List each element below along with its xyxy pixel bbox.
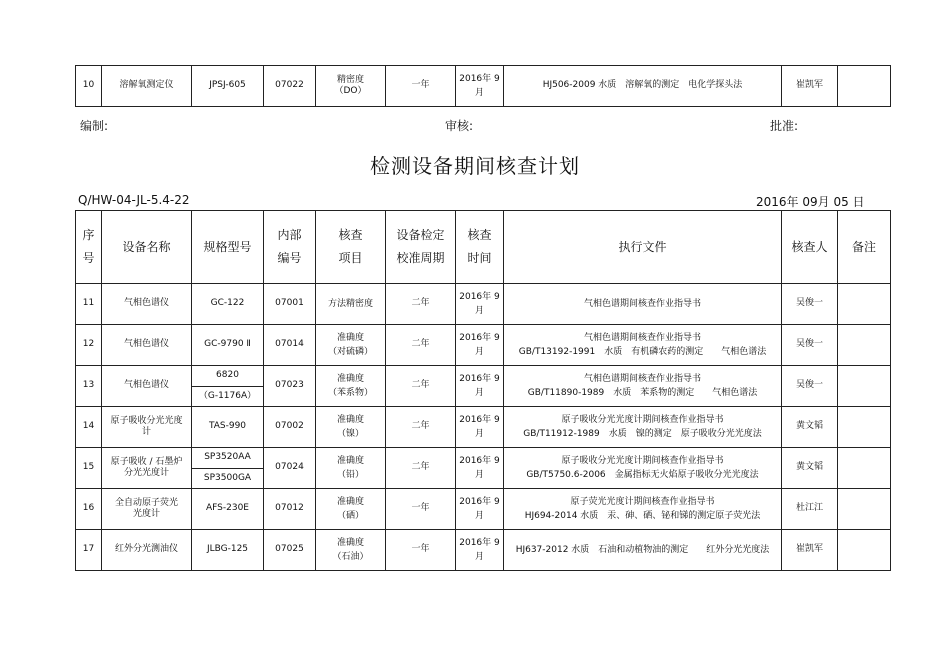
header-time: [456, 211, 504, 284]
calibration-period: 一年: [386, 530, 456, 571]
row-no: 10: [76, 66, 102, 107]
remarks: [838, 489, 891, 530]
equipment-name-line: 气相色谱仪: [123, 298, 169, 309]
execution-document-line: HJ637-2012 水质 石油和动植物油的测定 红外分光光度法: [515, 544, 770, 555]
check-time: [456, 448, 504, 489]
calibration-period: 二年: [386, 448, 456, 489]
check-item: [316, 489, 386, 530]
check-time-line: 月: [474, 388, 484, 398]
model: [192, 366, 264, 407]
check-time: [456, 407, 504, 448]
execution-document: [504, 284, 782, 325]
table-row: [76, 448, 891, 489]
check-item-line: （硒）: [336, 511, 364, 521]
row-no: 17: [76, 530, 102, 571]
check-time: [456, 284, 504, 325]
check-time-line: 月: [474, 88, 484, 98]
check-item: [316, 366, 386, 407]
remarks: [838, 407, 891, 448]
calibration-period: 二年: [386, 284, 456, 325]
header-model: 规格型号: [192, 211, 264, 284]
remarks: [838, 530, 891, 571]
previous-page-table: [75, 65, 891, 107]
row-no: 16: [76, 489, 102, 530]
check-time-line: 2016年 9: [459, 73, 500, 84]
calibration-period: 二年: [386, 325, 456, 366]
check-time-line: 2016年 9: [459, 537, 500, 548]
header-docs: 执行文件: [504, 211, 782, 284]
header-no: [76, 211, 102, 284]
calibration-period: 二年: [386, 366, 456, 407]
model-line: TAS-990: [208, 421, 247, 432]
plan-table: [75, 210, 891, 571]
check-time: [456, 366, 504, 407]
check-item-line: 准确度: [336, 455, 364, 466]
equipment-name-line: 光度计: [132, 509, 160, 519]
check-time-line: 月: [474, 552, 484, 562]
header-item-line: 项目: [338, 251, 363, 265]
equipment-name: 溶解氧测定仪: [102, 66, 192, 107]
model-line: SP3520AA: [192, 448, 263, 468]
internal-code: 07022: [264, 66, 316, 107]
check-item: [316, 325, 386, 366]
header-no-line: 序: [82, 228, 95, 242]
execution-document: [504, 489, 782, 530]
row-no: 15: [76, 448, 102, 489]
execution-document-line: 气相色谱期间核查作业指导书: [583, 373, 701, 384]
check-item-line: 准确度: [336, 373, 364, 384]
model-line: AFS-230E: [205, 503, 249, 514]
execution-document: [504, 448, 782, 489]
model-line: SP3500GA: [203, 472, 252, 483]
check-item: [316, 66, 386, 107]
model-line: （G-1176A）: [198, 390, 257, 401]
reviewer-label: 审核:: [445, 119, 474, 133]
execution-document-line: GB/T11890-1989 水质 苯系物的测定 气相色谱法: [527, 388, 758, 398]
check-time-line: 2016年 9: [459, 496, 500, 507]
row-no: 12: [76, 325, 102, 366]
model-line: GC-122: [210, 298, 245, 309]
internal-code: 07025: [264, 530, 316, 571]
equipment-name-line: 原子吸收分光光度: [110, 415, 183, 426]
header-name: 设备名称: [102, 211, 192, 284]
check-time: [456, 530, 504, 571]
check-time-line: 2016年 9: [459, 291, 500, 302]
check-item-line: （对硫磷）: [327, 347, 373, 357]
check-time-line: 月: [474, 470, 484, 480]
approver-label: 批准:: [770, 119, 799, 133]
execution-document-line: GB/T11912-1989 水质 镍的测定 原子吸收分光光度法: [523, 429, 762, 439]
calibration-period: 二年: [386, 407, 456, 448]
check-item-line: 准确度: [336, 537, 364, 548]
equipment-name-line: 全自动原子荧光: [114, 497, 178, 508]
equipment-name-line: 气相色谱仪: [123, 380, 169, 391]
model: [192, 407, 264, 448]
equipment-name: [102, 366, 192, 407]
equipment-name-line: 计: [141, 427, 151, 437]
row-no: 14: [76, 407, 102, 448]
equipment-name: [102, 407, 192, 448]
execution-document: [504, 407, 782, 448]
execution-document: [504, 325, 782, 366]
header-code: [264, 211, 316, 284]
remarks: [838, 284, 891, 325]
calibration-period: 一年: [386, 66, 456, 107]
model: [192, 448, 264, 489]
equipment-name: [102, 325, 192, 366]
equipment-name: [102, 448, 192, 489]
check-time: [456, 489, 504, 530]
header-row: [76, 211, 891, 284]
header-no-line: 号: [82, 251, 95, 265]
inspector: 崔凯军: [782, 66, 838, 107]
execution-document-line: GB/T13192-1991 水质 有机磷农药的测定 气相色谱法: [518, 347, 767, 357]
check-time-line: 月: [474, 306, 484, 316]
check-time-line: 月: [474, 347, 484, 357]
header-code-line: 内部: [277, 228, 302, 242]
internal-code: 07014: [264, 325, 316, 366]
calibration-period: 一年: [386, 489, 456, 530]
header-period-line: 设备检定: [396, 228, 445, 242]
remarks: [838, 448, 891, 489]
execution-document-line: 气相色谱期间核查作业指导书: [583, 298, 701, 309]
check-time-line: 2016年 9: [459, 414, 500, 425]
equipment-name-line: 原子吸收 / 石墨炉: [110, 456, 183, 467]
check-item-line: （镍）: [336, 429, 364, 439]
check-item: [316, 284, 386, 325]
check-item-line: 准确度: [336, 496, 364, 507]
execution-document-line: 气相色谱期间核查作业指导书: [583, 332, 701, 343]
header-item: [316, 211, 386, 284]
editor-label: 编制:: [80, 119, 109, 133]
row-no: 13: [76, 366, 102, 407]
internal-code: 07002: [264, 407, 316, 448]
equipment-name: [102, 530, 192, 571]
internal-code: 07001: [264, 284, 316, 325]
check-item-line: 精密度: [336, 74, 364, 85]
internal-code: 07024: [264, 448, 316, 489]
header-time-line: 核查: [467, 228, 492, 242]
remarks: [838, 66, 891, 107]
inspector: 黄文韬: [782, 448, 838, 489]
inspector: 吴俊一: [782, 325, 838, 366]
inspector: 崔凯军: [782, 530, 838, 571]
header-code-line: 编号: [277, 251, 302, 265]
header-note: 备注: [838, 211, 891, 284]
check-item: [316, 407, 386, 448]
equipment-name-line: 气相色谱仪: [123, 339, 169, 350]
table-row: [76, 489, 891, 530]
model: [192, 530, 264, 571]
check-time: [456, 66, 504, 107]
model: [192, 325, 264, 366]
table-row: [76, 530, 891, 571]
check-item-line: （铅）: [336, 470, 364, 480]
table-row: [76, 366, 891, 407]
inspector: 吴俊一: [782, 366, 838, 407]
check-time-line: 2016年 9: [459, 373, 500, 384]
remarks: [838, 325, 891, 366]
model-line: JLBG-125: [206, 544, 249, 555]
check-item: [316, 448, 386, 489]
execution-document-line: 原子吸收分光光度计期间核查作业指导书: [561, 414, 724, 425]
check-item-line: 准确度: [336, 414, 364, 425]
remarks: [838, 366, 891, 407]
header-person: 核查人: [782, 211, 838, 284]
table-row: [76, 325, 891, 366]
check-item-line: （苯系物）: [327, 388, 373, 398]
execution-document-line: 原子吸收分光光度计期间核查作业指导书: [561, 455, 724, 466]
check-item: [316, 530, 386, 571]
execution-document-line: 原子荧光光度计期间核查作业指导书: [570, 496, 715, 507]
inspector: 黄文韬: [782, 407, 838, 448]
execution-document-line: HJ694-2014 水质 汞、砷、硒、铋和锑的测定原子荧光法: [524, 511, 761, 521]
table-row: [76, 66, 891, 107]
check-time-line: 2016年 9: [459, 455, 500, 466]
execution-document: [504, 530, 782, 571]
check-time: [456, 325, 504, 366]
row-no: 11: [76, 284, 102, 325]
header-period-line: 校准周期: [396, 251, 445, 265]
document-code: Q/HW-04-JL-5.4-22: [78, 193, 190, 207]
document-date: 2016年 09月 05 日: [756, 195, 865, 209]
table-row: [76, 407, 891, 448]
model-line: 6820: [192, 366, 263, 386]
check-time-line: 月: [474, 511, 484, 521]
header-time-line: 时间: [467, 251, 492, 265]
execution-document-line: GB/T5750.6-2006 金属指标无火焰原子吸收分光光度法: [526, 470, 759, 480]
model: JPSJ-605: [192, 66, 264, 107]
execution-document: HJ506-2009 水质 溶解氧的测定 电化学探头法: [504, 66, 782, 107]
header-item-line: 核查: [338, 228, 363, 242]
table-row: [76, 284, 891, 325]
equipment-name: [102, 284, 192, 325]
inspector: 吴俊一: [782, 284, 838, 325]
internal-code: 07012: [264, 489, 316, 530]
execution-document: [504, 366, 782, 407]
model: [192, 489, 264, 530]
internal-code: 07023: [264, 366, 316, 407]
check-time-line: 月: [474, 429, 484, 439]
inspector: 杜江江: [782, 489, 838, 530]
check-item-line: （石油）: [332, 552, 369, 562]
model-line: GC-9790 Ⅱ: [204, 339, 251, 350]
model: [192, 284, 264, 325]
equipment-name-line: 红外分光测油仪: [114, 544, 178, 555]
check-time-line: 2016年 9: [459, 332, 500, 343]
equipment-name: [102, 489, 192, 530]
equipment-name-line: 分光光度计: [123, 468, 169, 478]
check-item-line: 方法精密度: [327, 298, 373, 309]
check-item-line: 准确度: [336, 332, 364, 343]
check-item-line: （DO）: [334, 86, 367, 96]
page-title: 检测设备期间核查计划: [370, 154, 580, 178]
header-period: [386, 211, 456, 284]
